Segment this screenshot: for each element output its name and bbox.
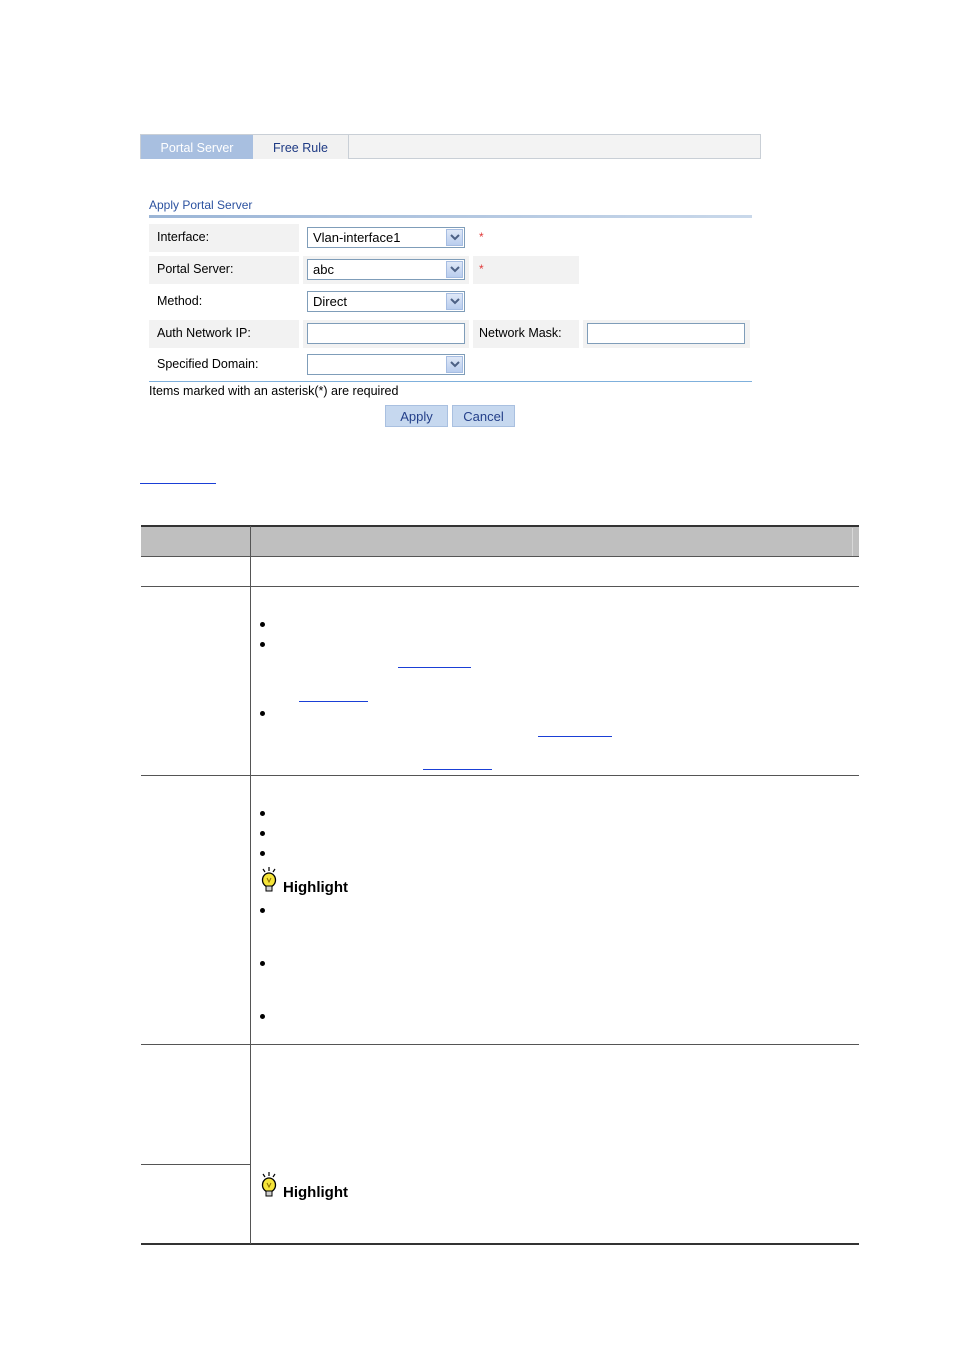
table-row-divider — [141, 586, 859, 587]
section-divider — [149, 215, 752, 218]
lightbulb-icon — [258, 866, 280, 894]
chevron-down-icon[interactable] — [446, 356, 463, 373]
cross-reference-link[interactable] — [423, 769, 492, 770]
portal-server-label: Portal Server: — [157, 262, 234, 276]
tab-free-rule[interactable]: Free Rule — [253, 135, 349, 159]
list-bullet — [260, 851, 265, 856]
cancel-button[interactable]: Cancel — [452, 405, 515, 427]
required-mark: * — [479, 230, 484, 244]
auth-ip-label: Auth Network IP: — [157, 326, 251, 340]
interface-select[interactable] — [307, 227, 465, 248]
auth-ip-input[interactable] — [307, 323, 465, 344]
apply-button[interactable]: Apply — [385, 405, 448, 427]
chevron-down-icon[interactable] — [446, 261, 463, 278]
domain-label: Specified Domain: — [157, 357, 259, 371]
chevron-down-icon[interactable] — [446, 293, 463, 310]
domain-select[interactable] — [307, 354, 465, 375]
portal-server-select[interactable] — [307, 259, 465, 280]
portal-server-mark-cell — [473, 256, 579, 284]
required-mark: * — [479, 262, 484, 276]
tab-portal-server[interactable]: Portal Server — [141, 135, 253, 159]
highlight-label: Highlight — [283, 1184, 348, 1201]
cross-reference-link[interactable] — [299, 701, 368, 702]
cross-reference-link[interactable] — [398, 667, 471, 668]
table-column-divider — [250, 526, 251, 1244]
method-label: Method: — [157, 294, 203, 308]
required-note: Items marked with an asterisk(*) are required — [149, 384, 399, 398]
figure-link[interactable] — [140, 483, 216, 484]
list-bullet — [260, 1014, 265, 1019]
table-row-divider — [141, 1044, 859, 1045]
list-bullet — [260, 811, 265, 816]
list-bullet — [260, 622, 265, 627]
lightbulb-icon — [258, 1171, 280, 1199]
method-select-value: Direct — [313, 294, 347, 309]
list-bullet — [260, 642, 265, 647]
form-bottom-divider — [149, 381, 752, 382]
table-row-divider — [141, 1164, 251, 1165]
table-header — [141, 526, 859, 556]
list-bullet — [260, 711, 265, 716]
network-mask-input[interactable] — [587, 323, 745, 344]
table-header-edge — [852, 528, 853, 556]
highlight-label: Highlight — [283, 879, 348, 896]
list-bullet — [260, 831, 265, 836]
table-row-divider — [141, 775, 859, 776]
list-bullet — [260, 961, 265, 966]
portal-server-select-value: abc — [313, 262, 334, 277]
network-mask-label: Network Mask: — [479, 326, 562, 340]
interface-select-value: Vlan-interface1 — [313, 230, 401, 245]
table-row-divider — [141, 556, 859, 557]
cross-reference-link[interactable] — [538, 736, 612, 737]
table-bottom-border — [141, 1243, 859, 1245]
table-top-border — [141, 525, 859, 527]
method-select[interactable] — [307, 291, 465, 312]
chevron-down-icon[interactable] — [446, 229, 463, 246]
section-title: Apply Portal Server — [149, 198, 253, 212]
list-bullet — [260, 908, 265, 913]
tab-bar — [140, 134, 761, 159]
interface-label: Interface: — [157, 230, 210, 244]
